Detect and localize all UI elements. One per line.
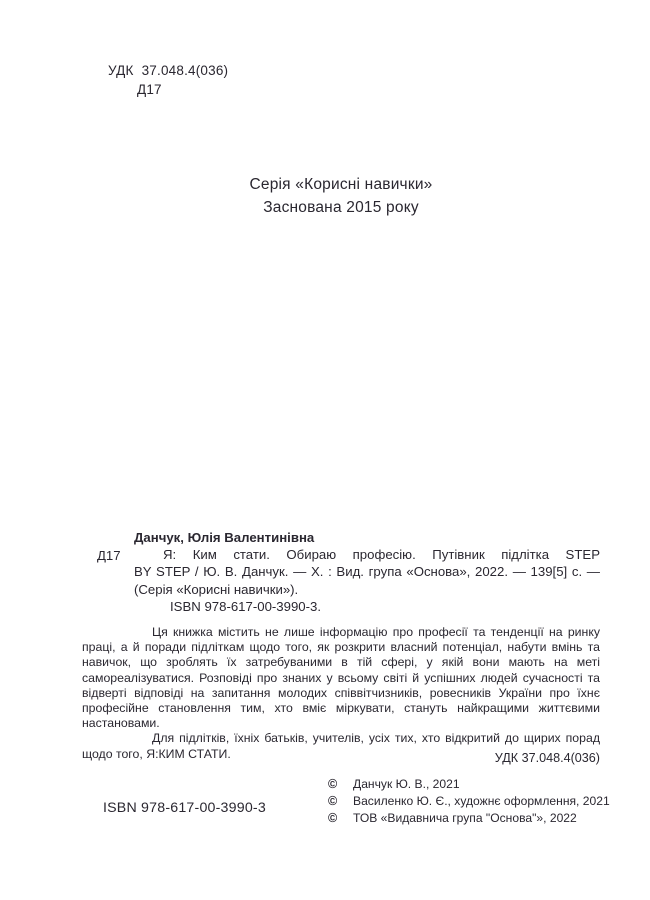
copyright-text: ТОВ «Видавнича група "Основа"», 2022: [353, 810, 577, 825]
copyright-block: [328, 776, 610, 827]
udc-bottom: УДК 37.048.4(036): [494, 751, 600, 765]
series-founded: Заснована 2015 року: [263, 198, 419, 216]
author-sign-top: Д17: [137, 82, 162, 97]
catalog-card: [82, 529, 600, 615]
udc-label: УДК: [108, 63, 134, 78]
annotation-block: [82, 625, 600, 762]
udc-number: 37.048.4(036): [141, 63, 229, 78]
annotation-paragraph-2: Для підлітків, їхніх батьків, учителів, усіх тих, хто відкритий до щирих порад щодо того, Я:КИМ СТАТИ.: [82, 731, 600, 761]
catalog-entry-line-3: (Серія «Корисні навички»).: [134, 581, 299, 597]
series-title: Серія «Корисні навички»: [249, 176, 433, 193]
catalog-isbn: ISBN 978-617-00-3990-3.: [170, 598, 322, 614]
author-sign-card: Д17: [97, 548, 121, 564]
copyright-text: Данчук Ю. В., 2021: [353, 777, 460, 791]
copyright-line: [328, 810, 610, 827]
catalog-entry: [82, 546, 600, 598]
catalog-entry-line-2: BY STEP / Ю. В. Данчук. — Х. : Вид. група «Основа», 2022. — 139[5] с. —: [134, 564, 600, 580]
copyright-symbol: ©: [328, 810, 338, 825]
copyright-symbol: ©: [328, 777, 338, 791]
udc-top-row: [108, 61, 228, 80]
udc-block-top: [108, 61, 228, 99]
copyright-symbol: ©: [328, 793, 338, 808]
copyright-text: Василенко Ю. Є., художнє оформлення, 2021: [353, 793, 610, 808]
series-block: [82, 174, 600, 219]
catalog-author: Данчук, Юлія Валентинівна: [134, 530, 315, 545]
catalog-entry-line-1: Я: Ким стати. Обираю професію. Путівник підлітка STEP: [163, 547, 600, 563]
annotation-paragraph-1: Ця книжка містить не лише інформацію про професії та тенденції на ринку праці, а й поради підліткам щодо того, як розкрити власний потенціал, набути вмінь та навичок, що зроблять їх затребуваними в тій сфері, у якій вони мають на меті самореалізуватися. Розповіді про знаних у всьому світі й успішних людей сучасності та відверті відповіді на запитання молодих співвітчизників, ровесників України про їхнє професійне становлення тим, хто вміє міркувати, стануть найкращими життєвими настановами.: [82, 625, 600, 731]
copyright-line: [328, 793, 610, 810]
copyright-line: [328, 776, 610, 793]
isbn-bottom: ISBN 978-617-00-3990-3: [103, 800, 266, 816]
